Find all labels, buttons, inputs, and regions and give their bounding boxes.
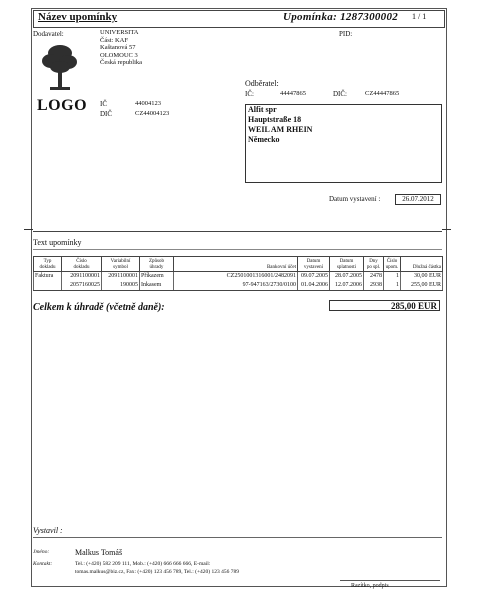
table-row (34, 272, 443, 282)
recipient-line: Německo (248, 135, 280, 144)
reminder-number: Upomínka: 1287300002 (283, 11, 399, 23)
contact-line: Tel.: (+420) 582 209 111, Mob.: (+420) 666 666 666, E-mail: (75, 561, 211, 567)
column-header: Číslo upom. (384, 257, 401, 272)
logo-text: LOGO (37, 97, 88, 114)
recipient-line: WEIL AM RHEIN (248, 125, 313, 134)
cell-reminder-number: 1 (384, 281, 401, 291)
contact-line: tomas.malkus@biz.cz, Fax: (+420) 123 456 789, Tel.: (+420) 123 456 789 (75, 569, 239, 575)
recipient-line: Hauptstraße 18 (248, 115, 302, 124)
column-header: Bankovní účet (174, 257, 298, 272)
recipient-dic-label: DIČ: (333, 90, 347, 98)
issuer-name: Malkus Tomáš (75, 548, 123, 557)
name-label: Jméno: (33, 549, 50, 555)
column-header: Číslo dokladu (62, 257, 102, 272)
pid-label: PID: (339, 30, 353, 38)
table-header-row (34, 257, 443, 272)
supplier-dic-value: CZ44004123 (135, 110, 170, 117)
reminder-text-divider (33, 249, 442, 250)
signature-label: Razítko, podpis (351, 583, 389, 589)
cell-payment-method: Příkazem (140, 272, 174, 282)
supplier-address (100, 29, 142, 67)
cell-issue-date: 01.04.2006 (298, 281, 330, 291)
cell-bank-account: 97-947163/2730/0100 (174, 281, 298, 291)
recipient-dic-value: CZ44447865 (365, 90, 400, 97)
contact-details (75, 560, 239, 576)
cell-issue-date: 09.07.2005 (298, 272, 330, 282)
cell-amount-due: 255,00 EUR (401, 281, 443, 291)
supplier-line: UNIVERSITA (100, 29, 139, 36)
fold-mark-left (24, 229, 33, 230)
document-title: Název upomínky (38, 11, 118, 23)
cell-variable-symbol: 190005 (102, 281, 140, 291)
column-header: Variabilní symbol (102, 257, 140, 272)
column-header: Datum splatnosti (330, 257, 364, 272)
contact-label: Kontakt: (33, 561, 53, 567)
column-header: Způsob úhrady (140, 257, 174, 272)
cell-variable-symbol: 2091100001 (102, 272, 140, 282)
recipient-label: Odběratel: (245, 79, 279, 88)
supplier-label: Dodavatel: (33, 30, 64, 38)
recipient-address-box (245, 104, 442, 183)
cell-due-date: 12.07.2006 (330, 281, 364, 291)
supplier-ic-label: IČ (100, 100, 107, 108)
column-header: Typ dokladu (34, 257, 62, 272)
table-row (34, 281, 443, 291)
footer-divider (33, 537, 442, 538)
cell-days-overdue: 2478 (364, 272, 384, 282)
column-header: Dlužná částka (401, 257, 443, 272)
cell-reminder-number: 1 (384, 272, 401, 282)
signature-line (340, 580, 440, 581)
supplier-ic-value: 44004123 (135, 100, 161, 107)
cell-bank-account: CZ2501001316001/2482091 (174, 272, 298, 282)
reminder-text-label: Text upomínky (33, 238, 82, 247)
cell-amount-due: 30,00 EUR (401, 272, 443, 282)
supplier-line: Česká republika (100, 59, 143, 67)
recipient-line: Alfit spr (248, 105, 277, 114)
section-divider (33, 231, 442, 232)
tree-logo-icon (42, 43, 78, 93)
issue-date-label: Datum vystavení : (329, 195, 381, 203)
recipient-ic-value: 44447865 (280, 90, 306, 97)
issue-date-value: 26.07.2012 (395, 194, 441, 205)
cell-days-overdue: 2938 (364, 281, 384, 291)
supplier-line: OLOMOUC 3 (100, 51, 138, 59)
page-number: 1 / 1 (412, 12, 427, 21)
fold-mark-right (442, 229, 451, 230)
cell-doc-number: 2091100001 (62, 272, 102, 282)
cell-due-date: 28.07.2005 (330, 272, 364, 282)
supplier-line: Kaštanová 57 (100, 44, 136, 52)
column-header: Datum vystavení (298, 257, 330, 272)
recipient-ic-label: IČ: (245, 90, 254, 98)
supplier-dic-label: DIČ (100, 110, 113, 118)
reminder-items-table (33, 256, 443, 291)
cell-doc-type: Faktura (34, 272, 62, 282)
column-header: Dny po spl. (364, 257, 384, 272)
total-label: Celkem k úhradě (včetně daně): (33, 302, 165, 313)
issued-by-label: Vystavil : (33, 526, 63, 535)
cell-payment-method: Inkasem (140, 281, 174, 291)
cell-doc-number: 2057160025 (62, 281, 102, 291)
supplier-line: Část: KAF (100, 36, 128, 44)
total-amount: 285,00 EUR (329, 300, 440, 311)
cell-doc-type (34, 281, 62, 291)
